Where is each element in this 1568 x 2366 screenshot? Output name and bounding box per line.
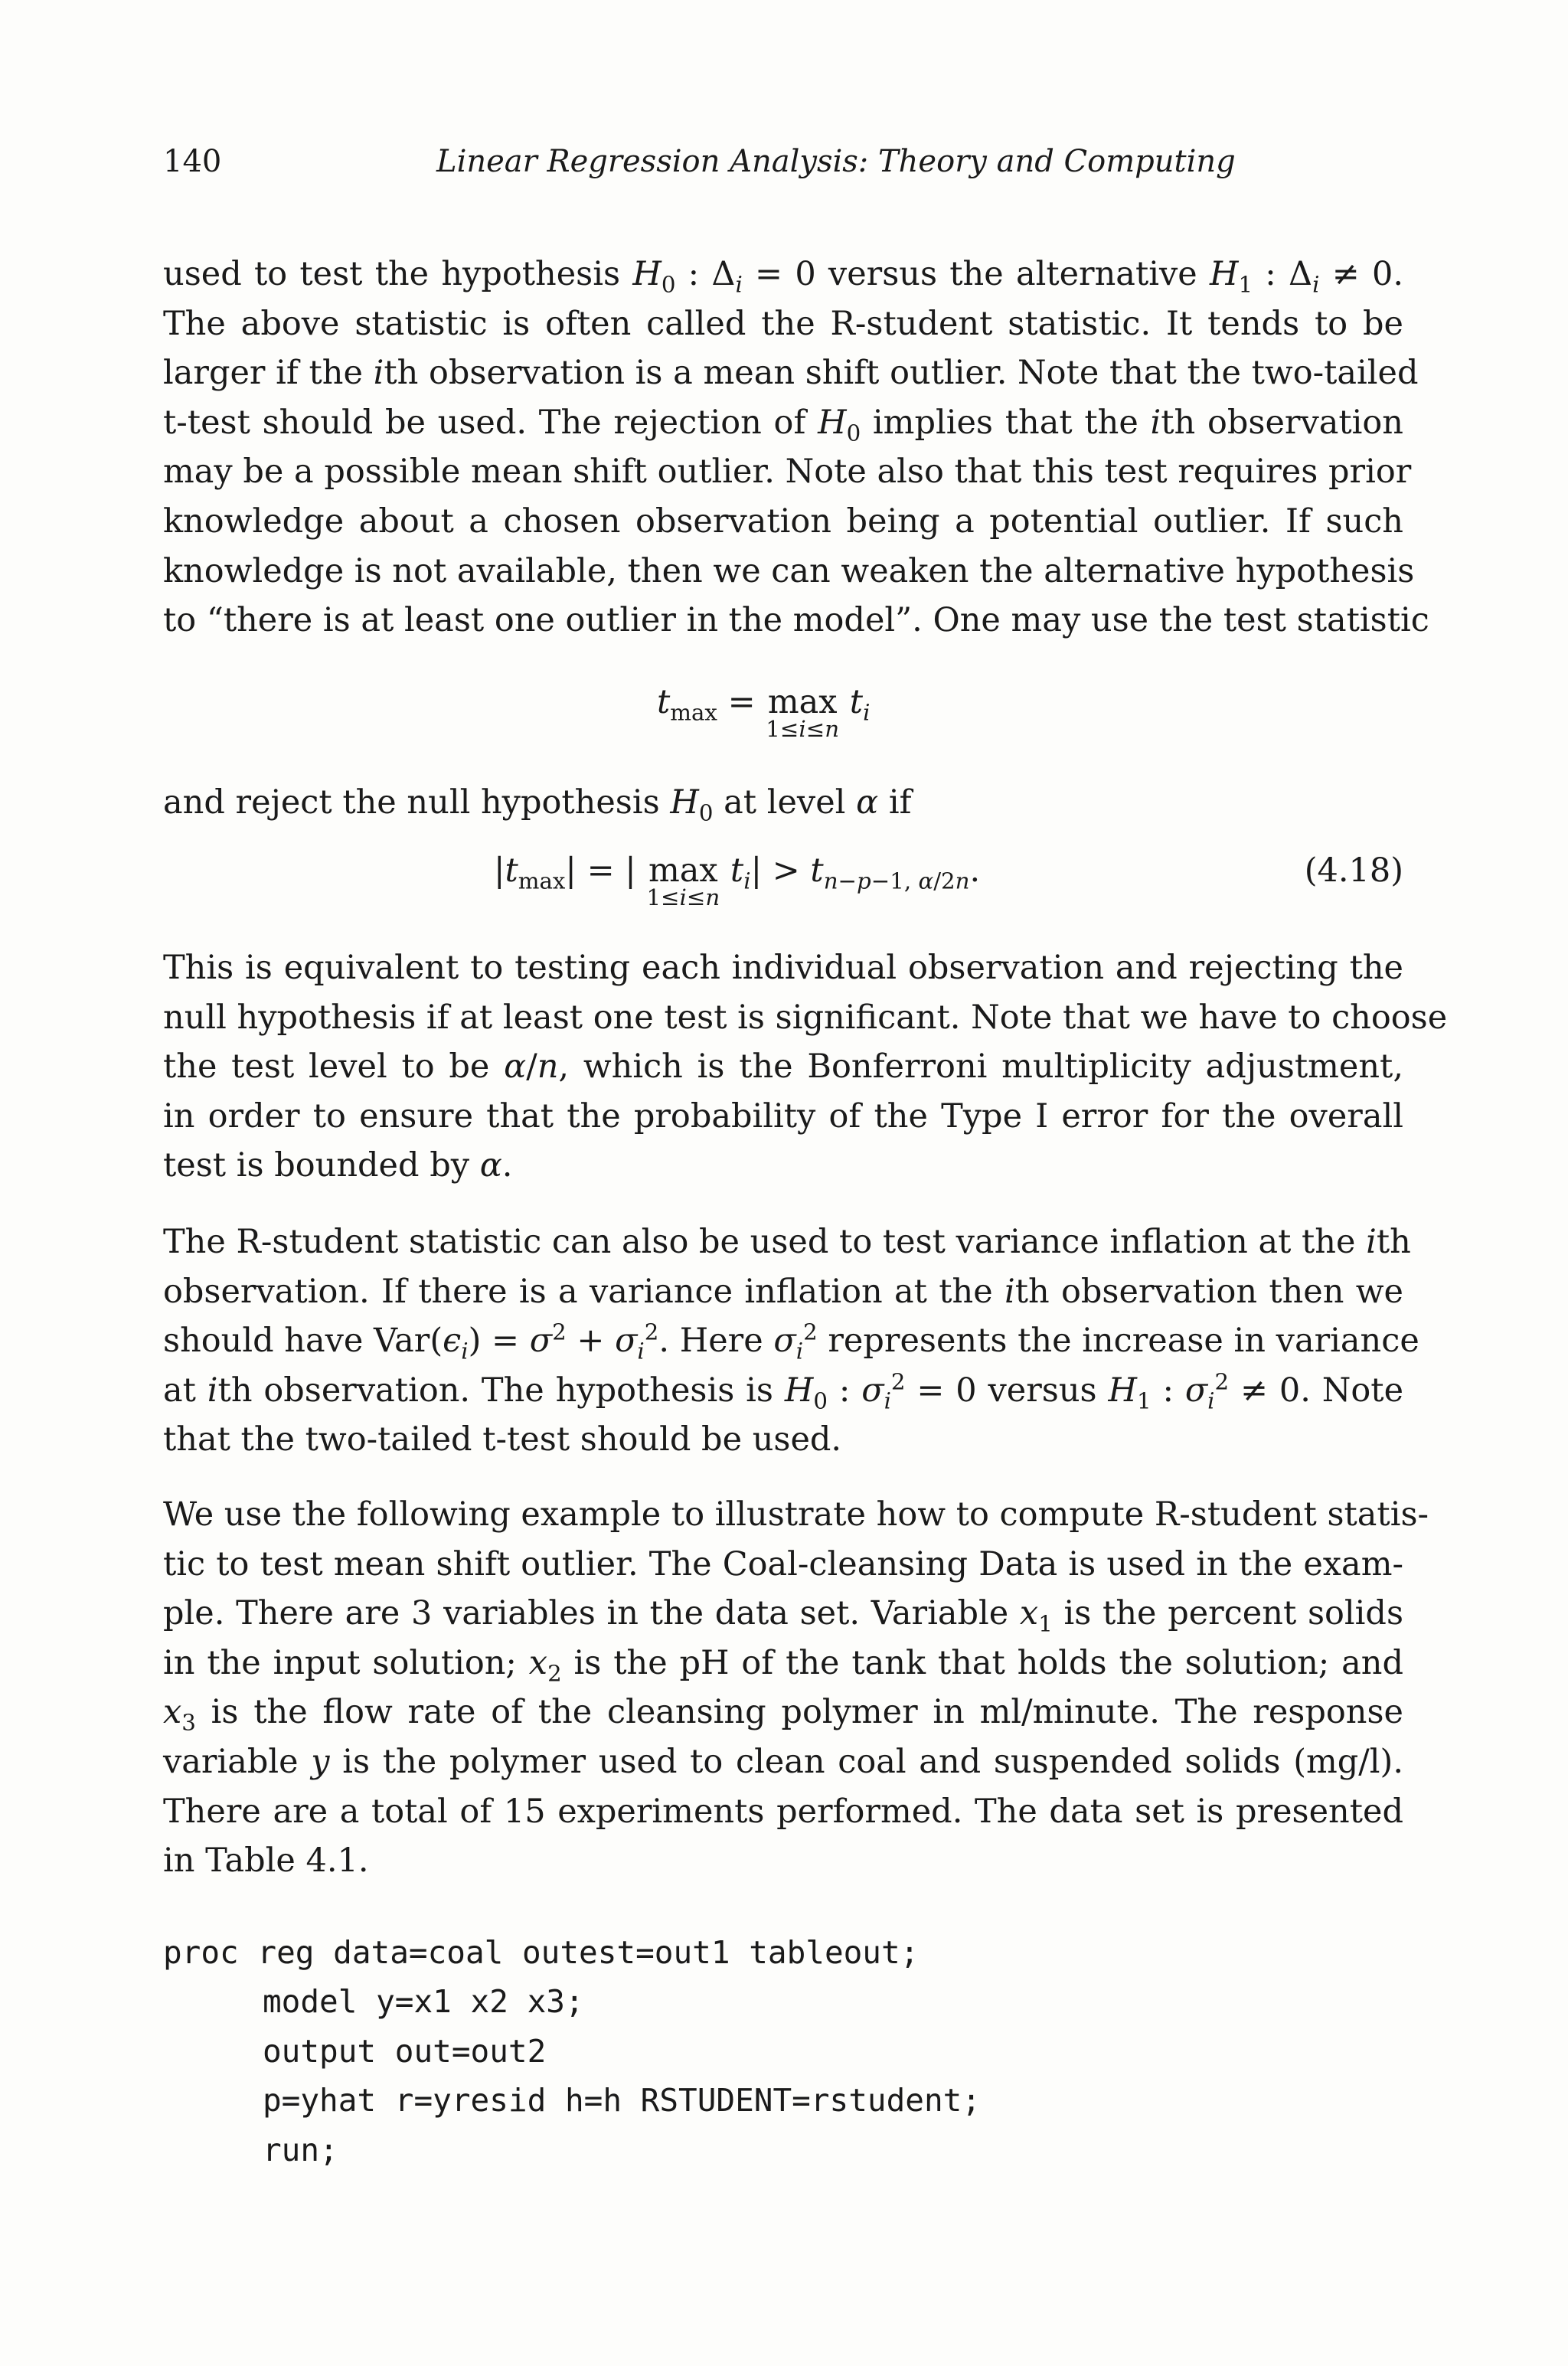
text-line: This is equivalent to testing each individual observation and rejecting the [163, 949, 1403, 987]
text-line: the test level to be α/n, which is the Bonferroni multiplicity adjustment, [163, 1047, 1404, 1087]
text-line: $x_3$ is the flow rate of the cleansing polymer in ml/minute. The response [163, 1693, 1403, 1736]
text-line: in Table 4.1. [163, 1841, 369, 1881]
code-line: output out=out2 [263, 2032, 547, 2070]
text-line: The above statistic is often called the R-student statistic. It tends to be [163, 304, 1403, 343]
paragraph-2 [163, 943, 1448, 1191]
text-line: ple. There are 3 variables in the data set. Variable $x_1$ is the percent solids [163, 1594, 1404, 1637]
text-line: in order to ensure that the probability of the Type I error for the overall [163, 1096, 1403, 1136]
text-line: tic to test mean shift outlier. The Coal-cleansing Data is used in the exam- [163, 1544, 1403, 1583]
code-line: model y=x1 x2 x3; [263, 1983, 584, 2021]
code-line: run; [263, 2131, 338, 2168]
paragraph-1 [163, 250, 1429, 645]
paragraph-4 [163, 1490, 1429, 1886]
text-line: The R-student statistic can also be used to test variance inflation at the ith [163, 1223, 1411, 1261]
equation-4-18: $|t_{max}|$ = | max 1≤i≤n $t_i| > t_{n-p-1, \alpha/2n}$. [494, 851, 981, 910]
text-line: There are a total of 15 experiments performed. The data set is presented [163, 1792, 1403, 1831]
equation-number: (4.18) [1304, 851, 1403, 890]
code-line: proc reg data=coal outest=out1 tableout; [163, 1934, 920, 1971]
text-line: knowledge about a chosen observation being a potential outlier. If such [163, 502, 1403, 541]
text-line: variable y is the polymer used to clean coal and suspended solids (mg/l). [163, 1742, 1403, 1781]
paragraph-reject [163, 778, 1403, 828]
text-line: We use the following example to illustrate how to compute R-student statis- [163, 1495, 1429, 1534]
text-line: observation. If there is a variance inflation at the ith observation then we [163, 1272, 1403, 1311]
text-line: and reject the null hypothesis $H_0$ at level α if [163, 783, 912, 826]
text-line: that the two-tailed t-test should be used. [163, 1420, 842, 1459]
code-line: p=yhat r=yresid h=h RSTUDENT=rstudent; [263, 2082, 981, 2119]
text-line: t-test should be used. The rejection of $H_0$ implies that the ith observation [163, 403, 1403, 446]
text-line: used to test the hypothesis $H_0$ : $\Delta_i = 0$ versus the alternative $H_1$ : $\Delta_i \ne 0$. [163, 255, 1403, 298]
text-line: at ith observation. The hypothesis is $H_0$ : $\sigma_i^2 = 0$ versus $H_1$ : $\sigma_i^2 \ne 0$. Note [163, 1368, 1404, 1414]
running-title: Linear Regression Analysis: Theory and Computing [436, 144, 1236, 179]
equation-tmax: $t_{max} = \max$ 1≤i≤n $t_i$ [657, 683, 871, 742]
text-line: test is bounded by α. [163, 1146, 513, 1185]
text-line: may be a possible mean shift outlier. Note also that this test requires prior [163, 453, 1412, 492]
text-line: knowledge is not available, then we can weaken the alternative hypothesis [163, 551, 1415, 590]
paragraph-3 [163, 1217, 1419, 1465]
text-line: null hypothesis if at least one test is significant. Note that we have to choose [163, 998, 1448, 1037]
text-line: in the input solution; $x_2$ is the pH of the tank that holds the solution; and [163, 1643, 1403, 1687]
code-block [163, 1928, 981, 2175]
page-number: 140 [163, 144, 222, 179]
text-line: to “there is at least one outlier in the model”. One may use the test statistic [163, 601, 1429, 640]
text-line: larger if the ith observation is a mean shift outlier. Note that the two-tailed [163, 354, 1419, 393]
text-line: should have $Var(\epsilon_i) = \sigma^2 + \sigma_i^2$. Here $\sigma_i^2$ represents the increase in variance [163, 1319, 1419, 1364]
